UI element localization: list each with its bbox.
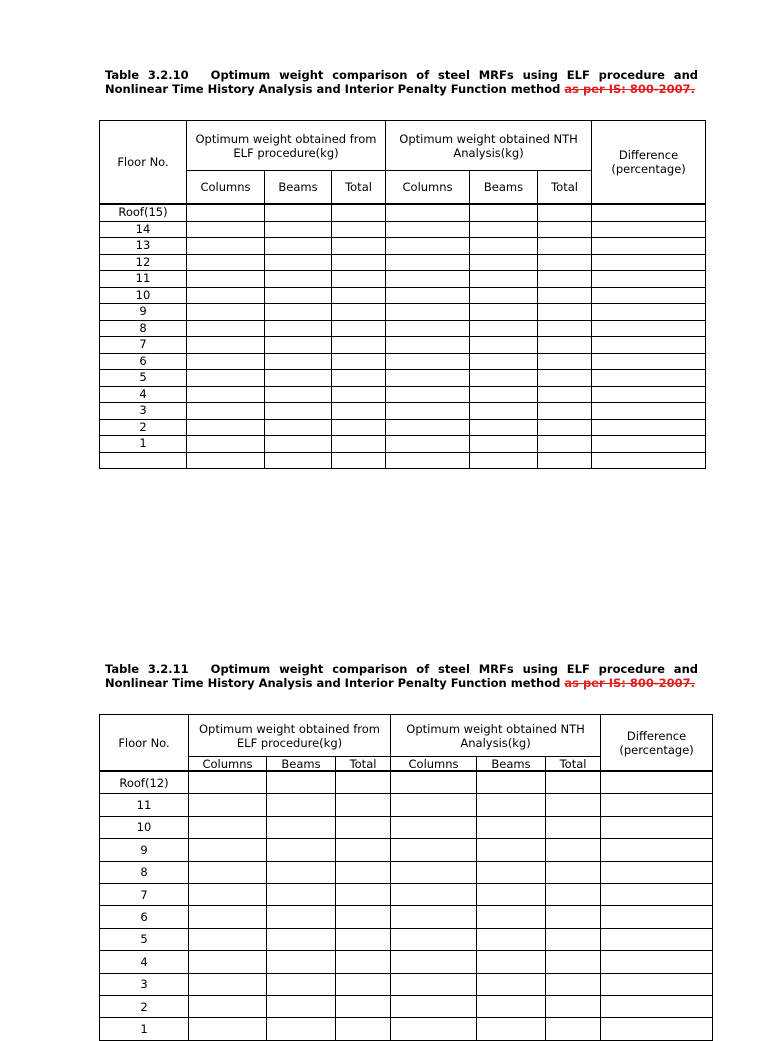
empty-cell <box>592 238 706 255</box>
empty-cell <box>592 419 706 436</box>
empty-cell <box>546 794 601 816</box>
empty-cell <box>189 1018 267 1040</box>
empty-cell <box>391 883 477 905</box>
empty-cell <box>336 928 391 950</box>
empty-cell <box>592 386 706 403</box>
empty-cell <box>332 287 386 304</box>
empty-cell <box>601 995 713 1017</box>
empty-cell <box>391 995 477 1017</box>
empty-cell <box>187 304 265 321</box>
empty-cell <box>391 816 477 838</box>
empty-cell <box>470 337 538 354</box>
empty-cell <box>538 221 592 238</box>
table-row <box>100 839 713 861</box>
empty-cell <box>265 254 332 271</box>
floor-cell: 1 <box>100 436 187 453</box>
empty-cell <box>187 370 265 387</box>
empty-cell <box>538 304 592 321</box>
empty-cell <box>391 839 477 861</box>
empty-cell <box>592 337 706 354</box>
floor-header: Floor No. <box>100 121 187 205</box>
floor-cell: 3 <box>100 403 187 420</box>
empty-cell <box>187 403 265 420</box>
floor-cell: 7 <box>100 883 189 905</box>
empty-cell <box>187 386 265 403</box>
empty-cell <box>386 403 470 420</box>
empty-cell <box>267 951 336 973</box>
table-row <box>100 906 713 928</box>
empty-cell <box>391 951 477 973</box>
floor-cell: 4 <box>100 951 189 973</box>
empty-cell <box>386 271 470 288</box>
empty-cell <box>187 419 265 436</box>
table-row <box>100 928 713 950</box>
empty-cell <box>601 883 713 905</box>
empty-cell <box>386 254 470 271</box>
empty-cell <box>592 353 706 370</box>
nth-beams-header: Beams <box>470 171 538 205</box>
floor-cell: 8 <box>100 861 189 883</box>
empty-cell <box>477 861 546 883</box>
table-row <box>100 287 706 304</box>
floor-cell: 3 <box>100 973 189 995</box>
table-row <box>100 951 713 973</box>
table-row <box>100 973 713 995</box>
elf-total-header: Total <box>332 171 386 205</box>
empty-cell <box>386 221 470 238</box>
empty-cell <box>187 254 265 271</box>
empty-cell <box>391 906 477 928</box>
empty-cell <box>592 254 706 271</box>
empty-cell <box>592 287 706 304</box>
empty-cell <box>187 271 265 288</box>
caption-text-1: Optimum weight comparison of steel MRFs using ELF procedure and Nonlinear Time History Analysis and Interior Penalty Function method <box>105 68 698 96</box>
empty-cell <box>470 370 538 387</box>
empty-cell <box>477 995 546 1017</box>
empty-cell <box>336 883 391 905</box>
weight-table-2 <box>99 714 713 1041</box>
empty-cell <box>332 304 386 321</box>
empty-cell <box>189 973 267 995</box>
empty-cell <box>470 221 538 238</box>
table-row <box>100 204 706 221</box>
empty-cell <box>265 452 332 469</box>
floor-cell: 9 <box>100 839 189 861</box>
empty-cell <box>336 839 391 861</box>
empty-cell <box>187 452 265 469</box>
empty-cell <box>336 816 391 838</box>
empty-cell <box>601 906 713 928</box>
empty-cell <box>187 436 265 453</box>
empty-cell <box>470 271 538 288</box>
table-row <box>100 320 706 337</box>
empty-cell <box>546 951 601 973</box>
empty-cell <box>538 271 592 288</box>
elf-group-header: Optimum weight obtained from ELF procedure(kg) <box>189 715 391 757</box>
empty-cell <box>538 403 592 420</box>
empty-cell <box>546 883 601 905</box>
empty-cell <box>265 287 332 304</box>
empty-cell <box>267 973 336 995</box>
table-row <box>100 238 706 255</box>
empty-cell <box>332 254 386 271</box>
floor-cell: Roof(15) <box>100 204 187 221</box>
empty-cell <box>265 353 332 370</box>
empty-cell <box>546 861 601 883</box>
empty-cell <box>477 839 546 861</box>
empty-cell <box>601 973 713 995</box>
empty-cell <box>546 816 601 838</box>
empty-cell <box>470 287 538 304</box>
table-row <box>100 403 706 420</box>
empty-cell <box>336 1018 391 1040</box>
empty-cell <box>592 320 706 337</box>
empty-cell <box>546 771 601 794</box>
elf-beams-header: Beams <box>265 171 332 205</box>
nth-beams-header: Beams <box>477 757 546 772</box>
empty-cell <box>538 436 592 453</box>
empty-cell <box>336 794 391 816</box>
empty-cell <box>470 403 538 420</box>
difference-header: Difference (percentage) <box>601 715 713 772</box>
empty-cell <box>265 221 332 238</box>
empty-cell <box>470 419 538 436</box>
empty-cell <box>189 951 267 973</box>
empty-cell <box>187 287 265 304</box>
empty-cell <box>332 238 386 255</box>
empty-cell <box>265 419 332 436</box>
table-row <box>100 794 713 816</box>
table-row <box>100 221 706 238</box>
empty-cell <box>538 419 592 436</box>
empty-cell <box>265 304 332 321</box>
floor-cell: 14 <box>100 221 187 238</box>
floor-cell: Roof(12) <box>100 771 189 794</box>
empty-cell <box>187 337 265 354</box>
empty-cell <box>470 254 538 271</box>
table-row <box>100 254 706 271</box>
weight-table-1 <box>99 120 706 469</box>
nth-total-header: Total <box>546 757 601 772</box>
empty-cell <box>391 973 477 995</box>
empty-cell <box>386 238 470 255</box>
table-caption-1 <box>105 68 698 96</box>
table-row <box>100 419 706 436</box>
empty-cell <box>470 436 538 453</box>
empty-cell <box>332 370 386 387</box>
empty-cell <box>592 204 706 221</box>
nth-columns-header: Columns <box>391 757 477 772</box>
empty-cell <box>189 771 267 794</box>
empty-cell <box>267 928 336 950</box>
empty-cell <box>386 337 470 354</box>
table-row <box>100 386 706 403</box>
empty-cell <box>265 204 332 221</box>
empty-cell <box>470 386 538 403</box>
empty-cell <box>189 928 267 950</box>
floor-cell: 2 <box>100 995 189 1017</box>
empty-cell <box>332 353 386 370</box>
empty-cell <box>267 1018 336 1040</box>
empty-cell <box>189 861 267 883</box>
table-row <box>100 771 713 794</box>
empty-cell <box>267 839 336 861</box>
floor-cell: 9 <box>100 304 187 321</box>
empty-cell <box>336 973 391 995</box>
empty-cell <box>336 995 391 1017</box>
empty-cell <box>391 771 477 794</box>
empty-cell <box>601 816 713 838</box>
empty-cell <box>332 436 386 453</box>
empty-cell <box>265 386 332 403</box>
elf-group-header: Optimum weight obtained from ELF procedure(kg) <box>187 121 386 171</box>
empty-cell <box>189 883 267 905</box>
empty-cell <box>189 839 267 861</box>
nth-group-header: Optimum weight obtained NTH Analysis(kg) <box>386 121 592 171</box>
floor-cell: 10 <box>100 287 187 304</box>
empty-cell <box>477 1018 546 1040</box>
empty-cell <box>267 816 336 838</box>
empty-cell <box>332 271 386 288</box>
empty-cell <box>332 204 386 221</box>
empty-cell <box>336 951 391 973</box>
floor-cell: 2 <box>100 419 187 436</box>
empty-cell <box>336 861 391 883</box>
caption-text-2: Optimum weight comparison of steel MRFs using ELF procedure and Nonlinear Time History Analysis and Interior Penalty Function method <box>105 662 698 690</box>
empty-cell <box>265 271 332 288</box>
empty-cell <box>601 839 713 861</box>
empty-cell <box>592 221 706 238</box>
empty-cell <box>336 771 391 794</box>
empty-cell <box>592 403 706 420</box>
empty-cell <box>546 995 601 1017</box>
empty-cell <box>538 353 592 370</box>
empty-cell <box>386 370 470 387</box>
empty-cell <box>386 320 470 337</box>
empty-cell <box>538 287 592 304</box>
table-row <box>100 452 706 469</box>
table-row <box>100 337 706 354</box>
empty-cell <box>477 816 546 838</box>
empty-cell <box>187 204 265 221</box>
floor-cell: 6 <box>100 353 187 370</box>
empty-cell <box>332 452 386 469</box>
empty-cell <box>470 353 538 370</box>
empty-cell <box>538 238 592 255</box>
floor-cell: 1 <box>100 1018 189 1040</box>
empty-cell <box>267 883 336 905</box>
elf-columns-header: Columns <box>189 757 267 772</box>
floor-cell: 10 <box>100 816 189 838</box>
empty-cell <box>538 204 592 221</box>
empty-cell <box>538 254 592 271</box>
floor-cell: 7 <box>100 337 187 354</box>
empty-cell <box>601 794 713 816</box>
empty-cell <box>470 452 538 469</box>
empty-cell <box>546 906 601 928</box>
empty-cell <box>538 337 592 354</box>
empty-cell <box>187 353 265 370</box>
table-caption-2 <box>105 662 698 690</box>
table-row <box>100 370 706 387</box>
elf-beams-header: Beams <box>267 757 336 772</box>
nth-columns-header: Columns <box>386 171 470 205</box>
table-number-1: Table 3.2.10 <box>105 68 189 82</box>
empty-cell <box>386 452 470 469</box>
empty-cell <box>386 419 470 436</box>
empty-cell <box>477 928 546 950</box>
empty-cell <box>538 452 592 469</box>
empty-cell <box>592 370 706 387</box>
empty-cell <box>538 386 592 403</box>
empty-cell <box>546 839 601 861</box>
floor-cell <box>100 452 187 469</box>
empty-cell <box>546 1018 601 1040</box>
floor-header: Floor No. <box>100 715 189 772</box>
empty-cell <box>187 320 265 337</box>
deleted-text-2: as per IS: 800-2007. <box>564 676 696 690</box>
empty-cell <box>477 771 546 794</box>
empty-cell <box>592 304 706 321</box>
table-row <box>100 436 706 453</box>
empty-cell <box>470 238 538 255</box>
empty-cell <box>601 771 713 794</box>
empty-cell <box>477 883 546 905</box>
floor-cell: 11 <box>100 794 189 816</box>
empty-cell <box>538 370 592 387</box>
empty-cell <box>386 287 470 304</box>
empty-cell <box>267 906 336 928</box>
empty-cell <box>592 271 706 288</box>
empty-cell <box>332 386 386 403</box>
empty-cell <box>391 928 477 950</box>
deleted-text-1: as per IS: 800-2007. <box>564 82 696 96</box>
floor-cell: 11 <box>100 271 187 288</box>
empty-cell <box>187 221 265 238</box>
empty-cell <box>332 221 386 238</box>
elf-columns-header: Columns <box>187 171 265 205</box>
empty-cell <box>592 436 706 453</box>
floor-cell: 13 <box>100 238 187 255</box>
empty-cell <box>189 906 267 928</box>
empty-cell <box>332 419 386 436</box>
empty-cell <box>267 794 336 816</box>
empty-cell <box>592 452 706 469</box>
empty-cell <box>601 1018 713 1040</box>
empty-cell <box>267 771 336 794</box>
table-row <box>100 271 706 288</box>
empty-cell <box>265 238 332 255</box>
empty-cell <box>386 386 470 403</box>
table-row <box>100 1018 713 1040</box>
elf-total-header: Total <box>336 757 391 772</box>
empty-cell <box>391 1018 477 1040</box>
empty-cell <box>538 320 592 337</box>
empty-cell <box>332 403 386 420</box>
empty-cell <box>332 337 386 354</box>
empty-cell <box>477 906 546 928</box>
empty-cell <box>386 436 470 453</box>
floor-cell: 12 <box>100 254 187 271</box>
table-row <box>100 883 713 905</box>
empty-cell <box>189 816 267 838</box>
floor-cell: 5 <box>100 928 189 950</box>
floor-cell: 6 <box>100 906 189 928</box>
empty-cell <box>386 304 470 321</box>
empty-cell <box>332 320 386 337</box>
empty-cell <box>267 861 336 883</box>
empty-cell <box>265 403 332 420</box>
empty-cell <box>386 353 470 370</box>
table-row <box>100 995 713 1017</box>
empty-cell <box>189 995 267 1017</box>
empty-cell <box>601 928 713 950</box>
table-row <box>100 861 713 883</box>
empty-cell <box>265 436 332 453</box>
empty-cell <box>386 204 470 221</box>
empty-cell <box>336 906 391 928</box>
empty-cell <box>546 928 601 950</box>
table-row <box>100 816 713 838</box>
empty-cell <box>477 951 546 973</box>
empty-cell <box>470 320 538 337</box>
empty-cell <box>265 370 332 387</box>
floor-cell: 5 <box>100 370 187 387</box>
table-row <box>100 353 706 370</box>
nth-group-header: Optimum weight obtained NTH Analysis(kg) <box>391 715 601 757</box>
empty-cell <box>477 973 546 995</box>
empty-cell <box>391 861 477 883</box>
floor-cell: 4 <box>100 386 187 403</box>
empty-cell <box>265 337 332 354</box>
empty-cell <box>546 973 601 995</box>
empty-cell <box>265 320 332 337</box>
floor-cell: 8 <box>100 320 187 337</box>
table-row <box>100 304 706 321</box>
empty-cell <box>470 204 538 221</box>
empty-cell <box>267 995 336 1017</box>
empty-cell <box>477 794 546 816</box>
empty-cell <box>189 794 267 816</box>
empty-cell <box>470 304 538 321</box>
nth-total-header: Total <box>538 171 592 205</box>
table-number-2: Table 3.2.11 <box>105 662 189 676</box>
empty-cell <box>187 238 265 255</box>
empty-cell <box>601 951 713 973</box>
difference-header: Difference (percentage) <box>592 121 706 205</box>
empty-cell <box>391 794 477 816</box>
empty-cell <box>601 861 713 883</box>
